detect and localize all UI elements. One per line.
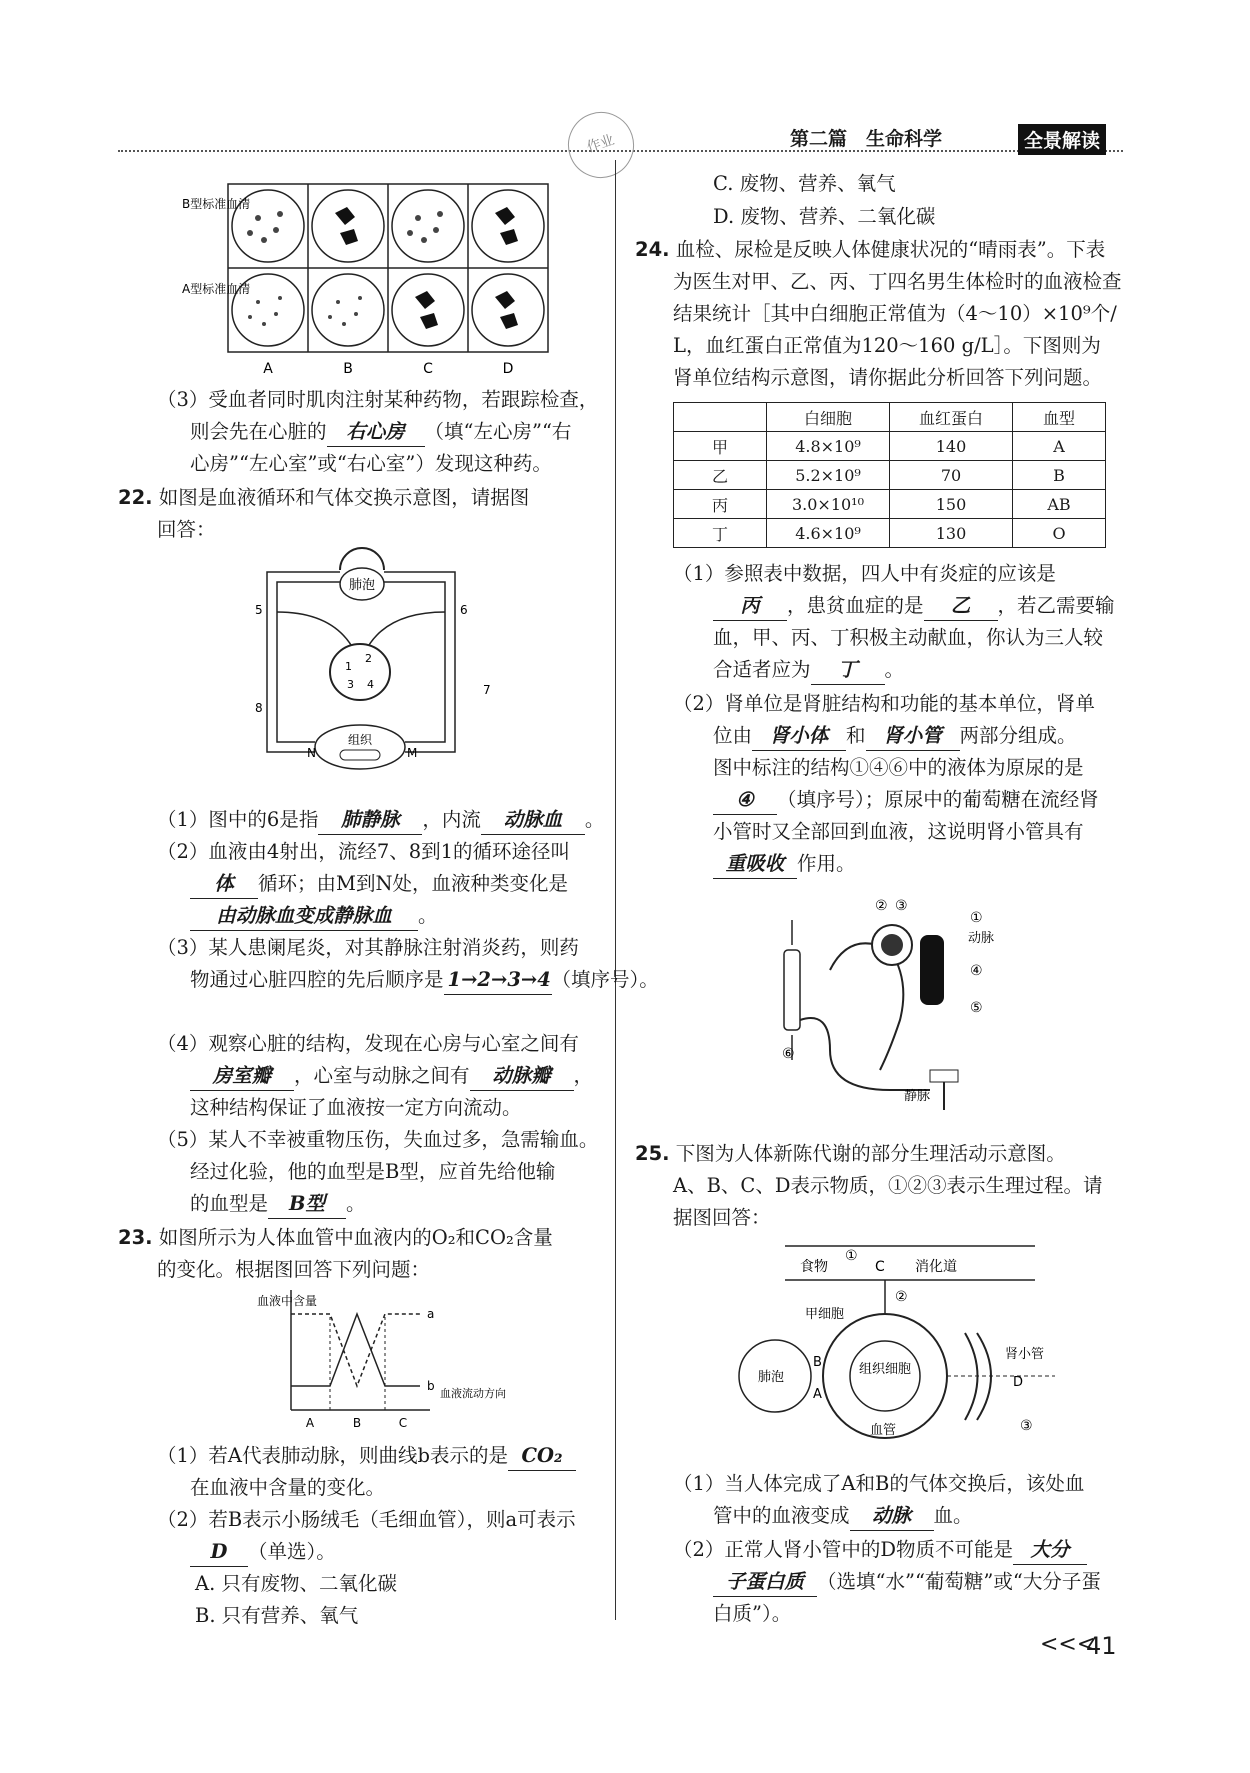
q22-p1: （1）图中的6是指 肺静脉 ，内流 动脉血 。 xyxy=(157,806,604,835)
q22-p4-2: 房室瓣 ，心室与动脉之间有 动脉瓣 ， xyxy=(190,1062,593,1091)
label-8: 8 xyxy=(255,701,263,715)
q25-stem-2: A、B、C、D表示物质，①②③表示生理过程。请 xyxy=(673,1174,1103,1197)
label-c4: ④ xyxy=(970,963,983,979)
label-c3: ③ xyxy=(895,898,908,914)
tract-label: 消化道 xyxy=(915,1259,957,1275)
q25-stem-3: 据图回答： xyxy=(673,1206,771,1229)
x-tick-label: B xyxy=(352,1416,362,1430)
q25-p2-2: 子蛋白质 （选填“水”“葡萄糖”或“大分子蛋 xyxy=(713,1568,1101,1597)
q23-p1-2: 在血液中含量的变化。 xyxy=(190,1476,386,1499)
q23-p2: （2）若B表示小肠绒毛（毛细血管），则a可表示 xyxy=(157,1508,576,1531)
q21-p3-line2: 则会先在心脏的 右心房 （填“左心房”“右 xyxy=(190,418,571,447)
table-row: 乙 5.2×10⁹ 70 B xyxy=(674,461,1106,490)
q24-p1-3: 血，甲、丙、丁积极主动献血，你认为三人较 xyxy=(713,626,1104,649)
col-label: C xyxy=(423,361,433,377)
q24-p2-4: ④ （填序号）；原尿中的葡萄糖在流经肾 xyxy=(713,786,1099,815)
blood-typing-figure xyxy=(180,178,570,378)
q22-p5-2: 经过化验，他的血型是B型，应首先给他输 xyxy=(190,1160,556,1183)
q22-p3: （3）某人患阑尾炎，对其静脉注射消炎药，则药 xyxy=(157,936,579,959)
q22-stem-2: 回答： xyxy=(157,518,216,541)
d-label: D xyxy=(1013,1375,1024,1390)
q24-p2-3: 图中标注的结构①④⑥中的液体为原尿的是 xyxy=(713,756,1084,779)
table-header: 白细胞 血红蛋白 血型 xyxy=(674,403,1106,432)
q25-p1-2: 管中的血液变成 动脉 血。 xyxy=(713,1502,973,1531)
q25-p1: （1）当人体完成了A和B的气体交换后，该处血 xyxy=(673,1472,1085,1495)
series-badge: 全景解读 xyxy=(1018,124,1106,155)
label-n: N xyxy=(307,746,316,760)
vessel-label: 血管 xyxy=(870,1423,897,1438)
series-label-a: a xyxy=(427,1307,435,1321)
stamp-logo: 作业 xyxy=(559,103,642,186)
col-label: D xyxy=(502,361,514,377)
q24-stem-5: 肾单位结构示意图，请你据此分析回答下列问题。 xyxy=(673,366,1103,389)
q24-stem-3: 结果统计［其中白细胞正常值为（4～10）×10⁹个/ xyxy=(673,302,1117,325)
b-label: B xyxy=(813,1355,822,1370)
q23-stem-2: 的变化。根据图回答下列问题： xyxy=(157,1258,431,1281)
nephron-figure xyxy=(770,890,1010,1120)
q23-option-a: A. 只有废物、二氧化碳 xyxy=(195,1572,397,1595)
label-vein: 静脉 xyxy=(904,1089,931,1104)
q22-p4: （4）观察心脏的结构，发现在心房与心室之间有 xyxy=(157,1032,579,1055)
q22-p3-2: 物通过心脏四腔的先后顺序是 1→2→3→4（填序号）。 xyxy=(190,966,659,995)
label-7: 7 xyxy=(483,683,491,697)
c-label: C xyxy=(875,1259,885,1275)
q24-stem-2: 为医生对甲、乙、丙、丁四名男生体检时的血液检查 xyxy=(673,270,1122,293)
q23-p2-2: D （单选）。 xyxy=(190,1538,336,1567)
food-label: 食物 xyxy=(800,1259,828,1275)
q21-p3-line3: 心房”“左心室”或“右心室”）发现这种药。 xyxy=(190,452,552,475)
page-number: 41 xyxy=(1086,1632,1117,1660)
metabolism-figure xyxy=(715,1238,1115,1460)
cell-label: 甲细胞 xyxy=(805,1307,845,1322)
q24-stem: 24. 血检、尿检是反映人体健康状况的“晴雨表”。下表 xyxy=(635,238,1106,261)
heart-2: 2 xyxy=(365,652,372,665)
x-tick-label: A xyxy=(305,1416,315,1430)
heart-3: 3 xyxy=(347,678,354,691)
alveolus-label: 肺泡 xyxy=(758,1370,785,1385)
q22-p5-3: 的血型是 B型 。 xyxy=(190,1190,366,1219)
q24-stem-4: L，血红蛋白正常值为120～160 g/L］。下图则为 xyxy=(673,334,1101,357)
table-row: 丙 3.0×10¹⁰ 150 AB xyxy=(674,490,1106,519)
q24-p1-4: 合适者应为 丁 。 xyxy=(713,656,904,685)
tissue-cell-label: 组织细胞 xyxy=(858,1362,912,1377)
label-5: 5 xyxy=(255,603,263,617)
tissue-label: 组织 xyxy=(347,733,373,747)
section-title: 第二篇 生命科学 xyxy=(790,128,943,150)
q22-p5: （5）某人不幸被重物压伤，失血过多，急需输血。 xyxy=(157,1128,599,1151)
q22-p2-2: 体 循环；由M到N处，血液种类变化是 xyxy=(190,870,568,899)
q23-option-c: C. 废物、营养、氧气 xyxy=(713,172,896,195)
label-c5: ⑤ xyxy=(970,1000,983,1016)
series-label-b: b xyxy=(427,1379,435,1393)
gas-content-chart xyxy=(255,1285,506,1435)
heart-1: 1 xyxy=(345,660,352,673)
q22-p2: （2）血液由4射出，流经7、8到1的循环途径叫 xyxy=(157,840,571,863)
q24-p2-2: 位由 肾小体 和 肾小管 两部分组成。 xyxy=(713,722,1077,751)
label-c1: ① xyxy=(970,910,983,926)
q24-p2-6: 重吸收 作用。 xyxy=(713,850,856,879)
table-row: 丁 4.6×10⁹ 130 O xyxy=(674,519,1106,548)
q24-p1-2: 丙 ，患贫血症的是 乙 ，若乙需要输 xyxy=(713,592,1115,621)
tubule-label: 肾小管 xyxy=(1005,1347,1045,1362)
y-axis-label: 血液中含量 xyxy=(257,1294,318,1308)
col-label: B xyxy=(343,361,353,377)
q22-stem: 22. 如图是血液循环和气体交换示意图，请据图 xyxy=(118,486,530,509)
x-tick-label: C xyxy=(398,1416,408,1430)
q21-p3: （3）受血者同时肌肉注射某种药物，若跟踪检查， xyxy=(157,388,599,411)
q23-option-b: B. 只有营养、氧气 xyxy=(195,1604,359,1627)
row-label-a: A型标准血清 xyxy=(182,282,251,296)
process-1: ① xyxy=(845,1248,858,1264)
heart-4: 4 xyxy=(367,678,374,691)
label-6: 6 xyxy=(460,603,468,617)
a-label: A xyxy=(813,1387,822,1402)
blood-test-table xyxy=(673,402,1106,548)
q24-p2-5: 小管时又全部回到血液，这说明肾小管具有 xyxy=(713,820,1084,843)
label-artery: 动脉 xyxy=(968,931,995,946)
q22-p2-3: 由动脉血变成静脉血 。 xyxy=(190,902,438,931)
q24-p1: （1）参照表中数据，四人中有炎症的应该是 xyxy=(673,562,1056,585)
row-label-b: B型标准血清 xyxy=(182,197,251,211)
process-2: ② xyxy=(895,1289,908,1305)
q24-p2: （2）肾单位是肾脏结构和功能的基本单位，肾单 xyxy=(673,692,1095,715)
process-3: ③ xyxy=(1020,1418,1033,1434)
q25-stem: 25. 下图为人体新陈代谢的部分生理活动示意图。 xyxy=(635,1142,1066,1165)
x-axis-label: 血液流动方向 xyxy=(440,1387,506,1400)
q23-p1: （1）若A代表肺动脉，则曲线b表示的是 CO₂ xyxy=(157,1442,576,1471)
series-line-a xyxy=(291,1314,420,1386)
q25-p2-3: 白质”）。 xyxy=(713,1602,792,1625)
circulation-figure xyxy=(255,552,495,782)
page-mark: <<< xyxy=(1040,1632,1096,1657)
alveolus-label: 肺泡 xyxy=(348,578,376,593)
label-c6: ⑥ xyxy=(782,1046,795,1062)
q25-p2: （2）正常人肾小管中的D物质不可能是 大分 xyxy=(673,1536,1087,1565)
col-label: A xyxy=(263,361,273,377)
q22-p4-3: 这种结构保证了血液按一定方向流动。 xyxy=(190,1096,522,1119)
label-c2: ② xyxy=(875,898,888,914)
series-line-b xyxy=(291,1314,420,1386)
column-divider xyxy=(615,160,616,1620)
q23-option-d: D. 废物、营养、二氧化碳 xyxy=(713,205,936,228)
q23-stem: 23. 如图所示为人体血管中血液内的O₂和CO₂含量 xyxy=(118,1226,553,1249)
table-row: 甲 4.8×10⁹ 140 A xyxy=(674,432,1106,461)
label-m: M xyxy=(407,746,418,760)
